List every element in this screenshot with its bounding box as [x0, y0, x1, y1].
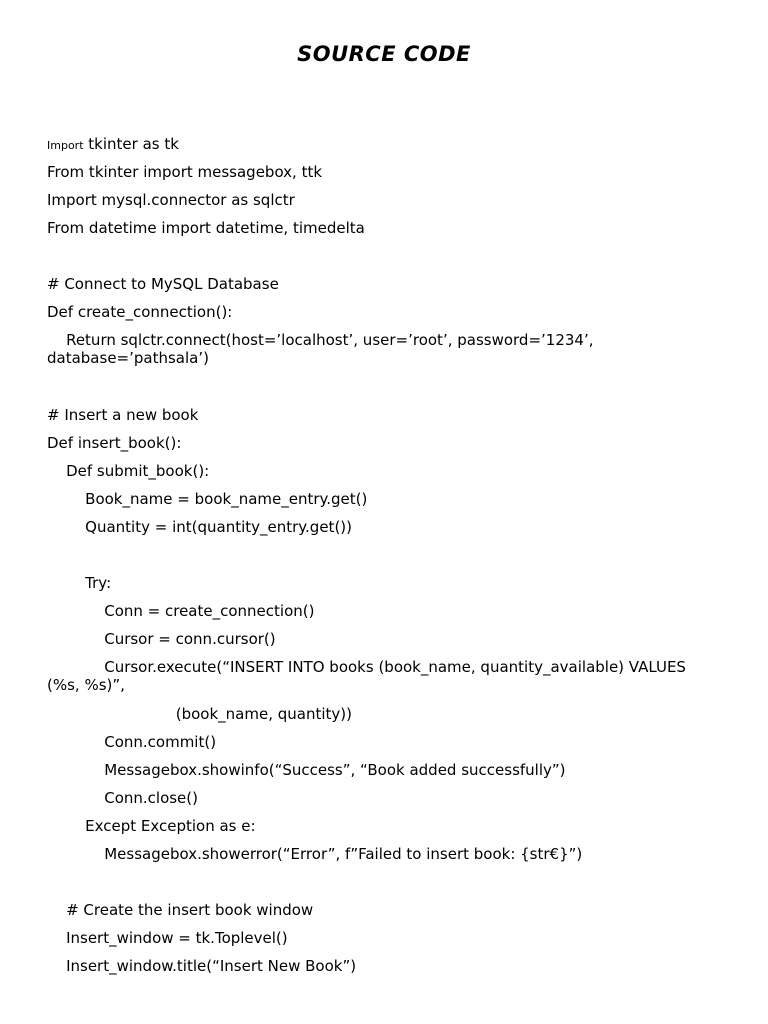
- code-line: Conn.close(): [47, 789, 198, 807]
- code-line: Return sqlctr.connect(host=’localhost’, user=’root’, password=’1234’, database=’pathsala’): [47, 331, 599, 367]
- code-line: Def create_connection():: [47, 303, 233, 321]
- code-comment: # Insert a new book: [47, 406, 199, 424]
- code-line: Messagebox.showerror(“Error”, f”Failed to insert book: {str€}”): [47, 845, 583, 863]
- code-line: Insert_window = tk.Toplevel(): [47, 929, 288, 947]
- code-line: Conn.commit(): [47, 733, 217, 751]
- code-line: (book_name, quantity)): [47, 705, 352, 723]
- code-line: Def submit_book():: [47, 462, 210, 480]
- page-title: SOURCE CODE: [297, 42, 471, 66]
- code-text: tkinter as tk: [83, 135, 179, 153]
- code-line: Book_name = book_name_entry.get(): [47, 490, 368, 508]
- code-comment: # Connect to MySQL Database: [47, 275, 279, 293]
- code-line: Cursor = conn.cursor(): [47, 630, 276, 648]
- code-line: Conn = create_connection(): [47, 602, 315, 620]
- code-line: Messagebox.showinfo(“Success”, “Book added successfully”): [47, 761, 566, 779]
- code-line: Insert_window.title(“Insert New Book”): [47, 957, 357, 975]
- code-line: Def insert_book():: [47, 434, 182, 452]
- code-line: From tkinter import messagebox, ttk: [47, 163, 323, 181]
- code-line: [47, 135, 717, 155]
- code-line: Cursor.execute(“INSERT INTO books (book_name, quantity_available) VALUES (%s, %s)”,: [47, 658, 691, 694]
- code-line: From datetime import datetime, timedelta: [47, 219, 365, 237]
- code-line: Import mysql.connector as sqlctr: [47, 191, 295, 209]
- code-keyword: Import: [47, 139, 84, 152]
- code-line: Try:: [47, 574, 112, 592]
- code-line: Quantity = int(quantity_entry.get()): [47, 518, 352, 536]
- code-comment: # Create the insert book window: [47, 901, 314, 919]
- code-line: Except Exception as e:: [47, 817, 256, 835]
